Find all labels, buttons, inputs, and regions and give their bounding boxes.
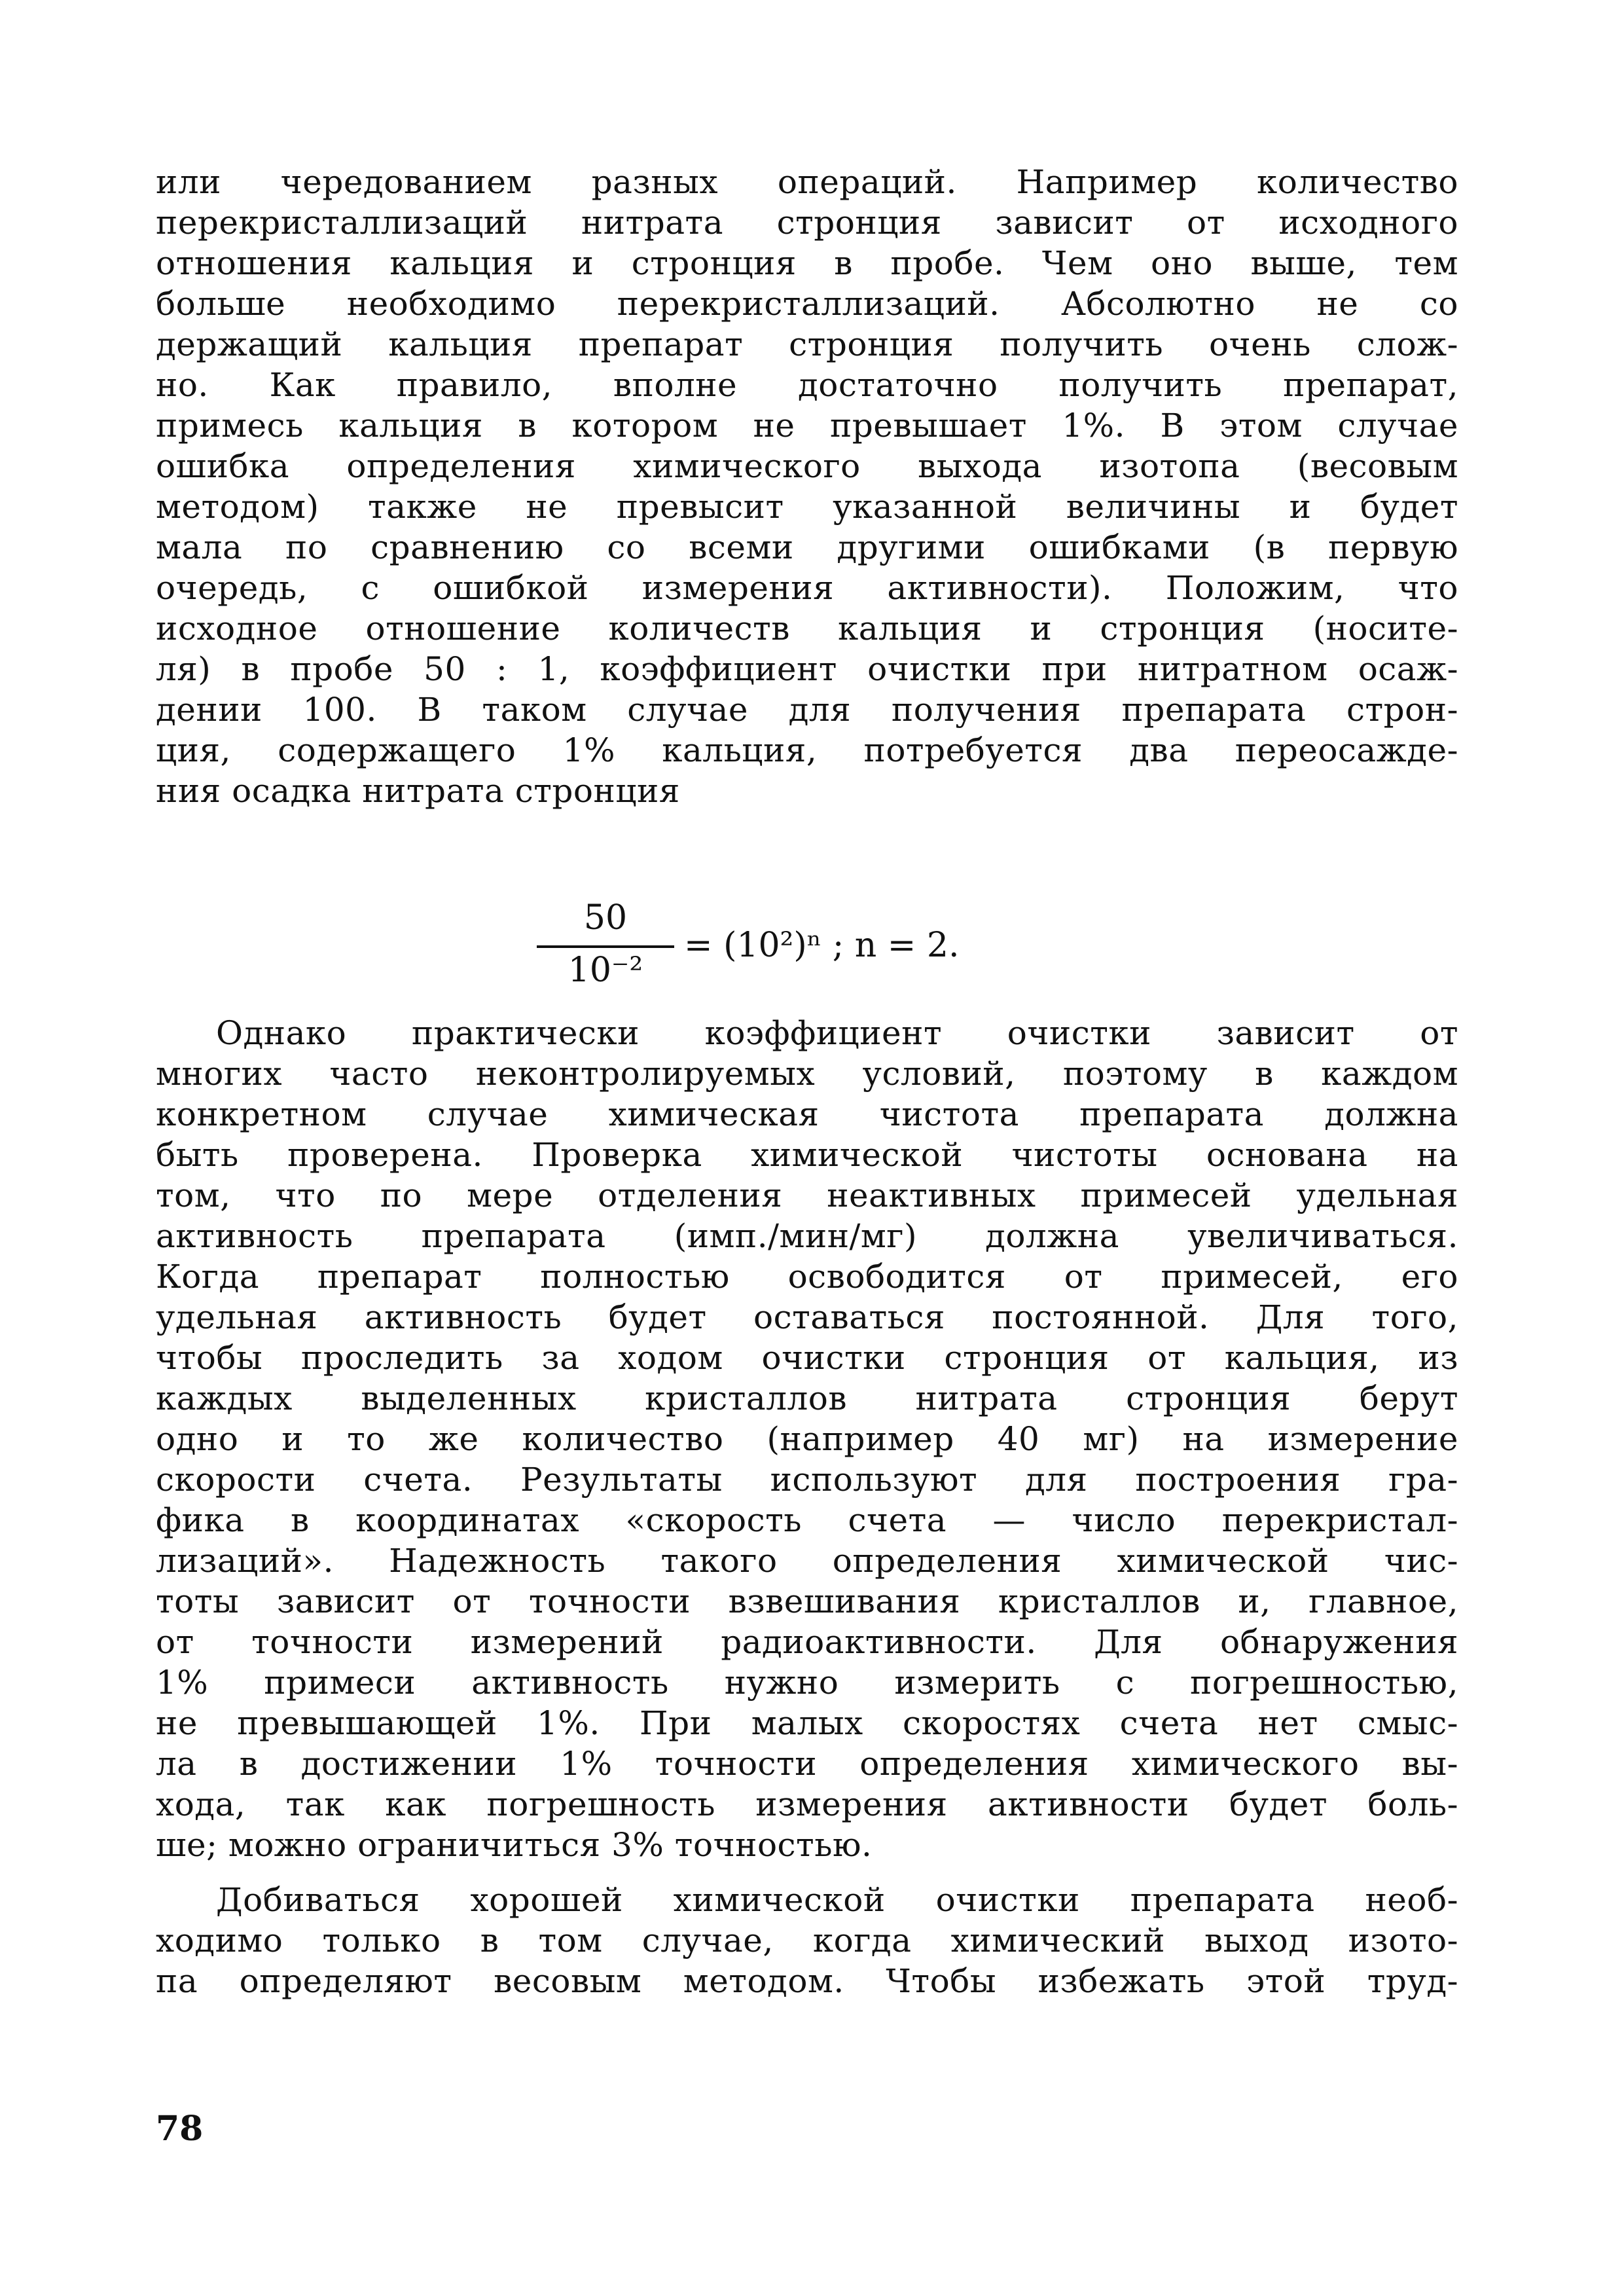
text-line: хода, так как погрешность измерения активности будет боль- <box>156 1785 1458 1823</box>
text-line: методом) также не превысит указанной величины и будет <box>156 488 1458 526</box>
formula-rest: = (10²)ⁿ ; n = 2. <box>684 926 960 965</box>
text-line: лизаций». Надежность такого определения химической чис- <box>156 1542 1458 1580</box>
text-line: чтобы проследить за ходом очистки стронция от кальция, из <box>156 1339 1458 1377</box>
text-line: больше необходимо перекристаллизаций. Абсолютно не со <box>156 285 1458 323</box>
text-line: очередь, с ошибкой измерения активности). Положим, что <box>156 569 1458 607</box>
text-line: но. Как правило, вполне достаточно получить препарат, <box>156 366 1458 404</box>
text-line: активность препарата (имп./мин/мг) должна увеличиваться. <box>156 1217 1458 1255</box>
text-line: ция, содержащего 1% кальция, потребуется два переосажде- <box>156 731 1458 769</box>
text-line: ля) в пробе 50 : 1, коэффициент очистки при нитратном осаж- <box>156 650 1458 688</box>
text-line: удельная активность будет оставаться постоянной. Для того, <box>156 1298 1458 1336</box>
text-line: па определяют весовым методом. Чтобы избежать этой труд- <box>156 1962 1458 2000</box>
text-line: тоты зависит от точности взвешивания кристаллов и, главное, <box>156 1582 1458 1620</box>
text-line: каждых выделенных кристаллов нитрата стронция берут <box>156 1379 1458 1417</box>
formula-denominator: 10⁻² <box>568 951 643 990</box>
text-line: ошибка определения химического выхода изотопа (весовым <box>156 447 1458 485</box>
text-line: перекристаллизаций нитрата стронция зависит от исходного <box>156 204 1458 242</box>
text-line: дении 100. В таком случае для получения препарата строн- <box>156 691 1458 729</box>
text-line: скорости счета. Результаты используют для построения гра- <box>156 1461 1458 1499</box>
text-line: Когда препарат полностью освободится от примесей, его <box>156 1258 1458 1296</box>
text-line: отношения кальция и стронция в пробе. Чем оно выше, тем <box>156 244 1458 282</box>
formula-numerator: 50 <box>583 898 628 938</box>
text-line: ния осадка нитрата стронция <box>156 772 680 810</box>
text-line: ла в достижении 1% точности определения химического вы- <box>156 1745 1458 1783</box>
text-line: исходное отношение количеств кальция и стронция (носите- <box>156 610 1458 647</box>
text-line: ходимо только в том случае, когда химический выход изото- <box>156 1922 1458 1959</box>
text-line: Однако практически коэффициент очистки зависит от <box>216 1014 1458 1052</box>
text-line: или чередованием разных операций. Например количество <box>156 163 1458 201</box>
text-line: 1% примеси активность нужно измерить с погрешностью, <box>156 1664 1458 1702</box>
formula <box>537 898 1126 996</box>
text-line: том, что по мере отделения неактивных примесей удельная <box>156 1176 1458 1214</box>
text-line: Добиваться хорошей химической очистки препарата необ- <box>216 1881 1458 1919</box>
text-line: мала по сравнению со всеми другими ошибками (в первую <box>156 528 1458 566</box>
text-line: не превышающей 1%. При малых скоростях счета нет смыс- <box>156 1704 1458 1742</box>
formula-fraction <box>537 898 674 996</box>
text-line: ше; можно ограничиться 3% точностью. <box>156 1826 873 1864</box>
page-number: 78 <box>156 2109 204 2149</box>
text-line: фика в координатах «скорость счета — число перекристал- <box>156 1501 1458 1539</box>
text-line: примесь кальция в котором не превышает 1%. В этом случае <box>156 407 1458 445</box>
text-line: быть проверена. Проверка химической чистоты основана на <box>156 1136 1458 1174</box>
fraction-bar <box>537 945 674 948</box>
text-line: многих часто неконтролируемых условий, поэтому в каждом <box>156 1055 1458 1093</box>
text-line: от точности измерений радиоактивности. Для обнаружения <box>156 1623 1458 1661</box>
text-line: одно и то же количество (например 40 мг) на измерение <box>156 1420 1458 1458</box>
text-line: конкретном случае химическая чистота препарата должна <box>156 1095 1458 1133</box>
text-line: держащий кальция препарат стронция получить очень слож- <box>156 325 1458 363</box>
